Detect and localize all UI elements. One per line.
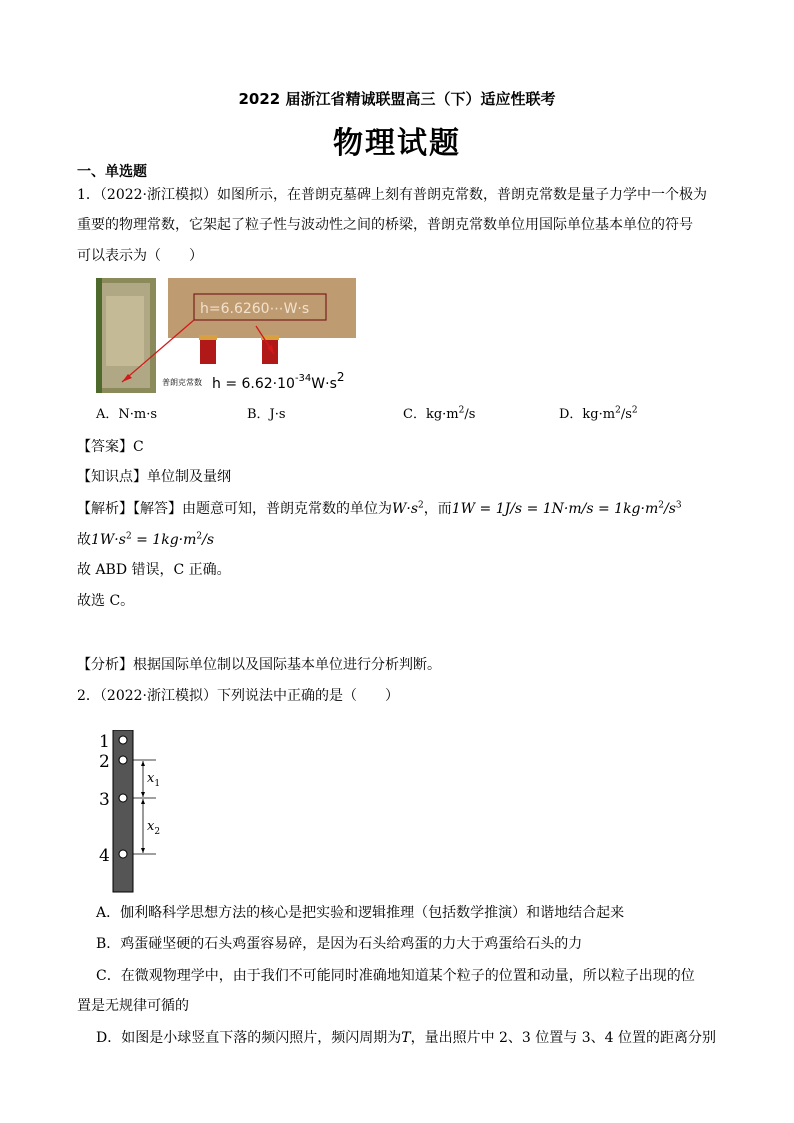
fig1-formula-unit-exp: 2 xyxy=(336,370,345,384)
q2-option-b: B．鸡蛋碰坚硬的石头鸡蛋容易碎，是因为石头给鸡蛋的力大于鸡蛋给石头的力 xyxy=(96,936,583,952)
q1-stem-line3: 可以表示为（ ） xyxy=(77,248,203,264)
pos-label-3: 3 xyxy=(99,790,110,810)
q1-conclusion-equation: 故$1W\cdot s^2 = 1kg\cdot m^2/s$ xyxy=(77,531,215,548)
svg-text:h = 6.62·10-34W·s2 xyxy=(212,370,345,392)
q1-stem-line1: 1．（2022·浙江模拟）如图所示，在普朗克墓碑上刻有普朗克常数，普朗克常数是量子力学中一个极为 xyxy=(77,187,707,203)
q2-option-c-line1: C．在微观物理学中，由于我们不可能同时准确地知道某个粒子的位置和动量，所以粒子出现的位 xyxy=(96,968,695,984)
q2-option-a: A．伽利略科学思想方法的核心是把实验和逻辑推理（包括数学推演）和谐地结合起来 xyxy=(96,905,625,921)
svg-text:x2: $x_2$ xyxy=(147,819,161,837)
q2-figure-strobe-photo xyxy=(96,730,166,895)
q1-analysis-line: 【解析】【解答】由题意可知，普朗克常数的单位为$W\cdot s^2$，而$1W = 1J/s = 1N\cdot m/s = 1kg\cdot m^2/s^3$ xyxy=(77,500,682,517)
x1-label: x xyxy=(147,771,155,786)
q2-option-d: D．如图是小球竖直下落的频闪照片，频闪周期为T，量出照片中 2、3 位置与 3、4 位置的距离分别 xyxy=(96,1030,717,1046)
q1-conclusion-choice: 故选 C。 xyxy=(77,593,135,609)
fig1-caption-label: 普朗克常数 xyxy=(162,378,202,387)
q1-stem-line2: 重要的物理常数，它架起了粒子性与波动性之间的桥梁，普朗克常数单位用国际单位基本单位的符号 xyxy=(77,217,693,233)
exam-subtitle: 2022 届浙江省精诚联盟高三（下）适应性联考 xyxy=(238,90,556,108)
fig1-formula-exp: -34 xyxy=(294,373,312,384)
q1-option-b: B．J·s xyxy=(247,407,286,422)
pos-label-1: 1 xyxy=(99,732,110,752)
q1-answer: 【答案】C xyxy=(77,439,144,455)
exam-title: 物理试题 xyxy=(333,126,461,161)
svg-text:x1: $x_1$ xyxy=(147,771,161,789)
pos-label-4: 4 xyxy=(99,846,110,866)
q2-option-c-line2: 置是无规律可循的 xyxy=(77,998,189,1014)
q1-knowledge-point: 【知识点】单位制及量纲 xyxy=(77,469,231,485)
pos-label-2: 2 xyxy=(99,752,110,772)
tombstone-photo-svg xyxy=(96,278,356,396)
fig1-formula-main: h = 6.62·10 xyxy=(212,376,295,392)
q1-option-a: A．N·m·s xyxy=(96,407,158,422)
q1-option-c: C．$kg\cdot m^2/s$ xyxy=(403,405,476,422)
plaque-text: h=6.6260⋯W·s xyxy=(200,301,310,317)
strobe-diagram-svg xyxy=(96,730,166,895)
q1-fenxi: 【分析】根据国际单位制以及国际基本单位进行分析判断。 xyxy=(77,657,441,673)
section-heading: 一、单选题 xyxy=(77,164,147,180)
q2-stem: 2．（2022·浙江模拟）下列说法中正确的是（ ） xyxy=(77,688,399,704)
q1-option-d: D．$kg\cdot m^2/s^2$ xyxy=(559,405,638,422)
x2-label: x xyxy=(147,819,155,834)
q1-figure-planck-tombstone xyxy=(96,278,356,396)
q1-conclusion-abd: 故 ABD 错误，C 正确。 xyxy=(77,562,231,578)
fig1-formula-unit: W·s xyxy=(311,376,337,392)
